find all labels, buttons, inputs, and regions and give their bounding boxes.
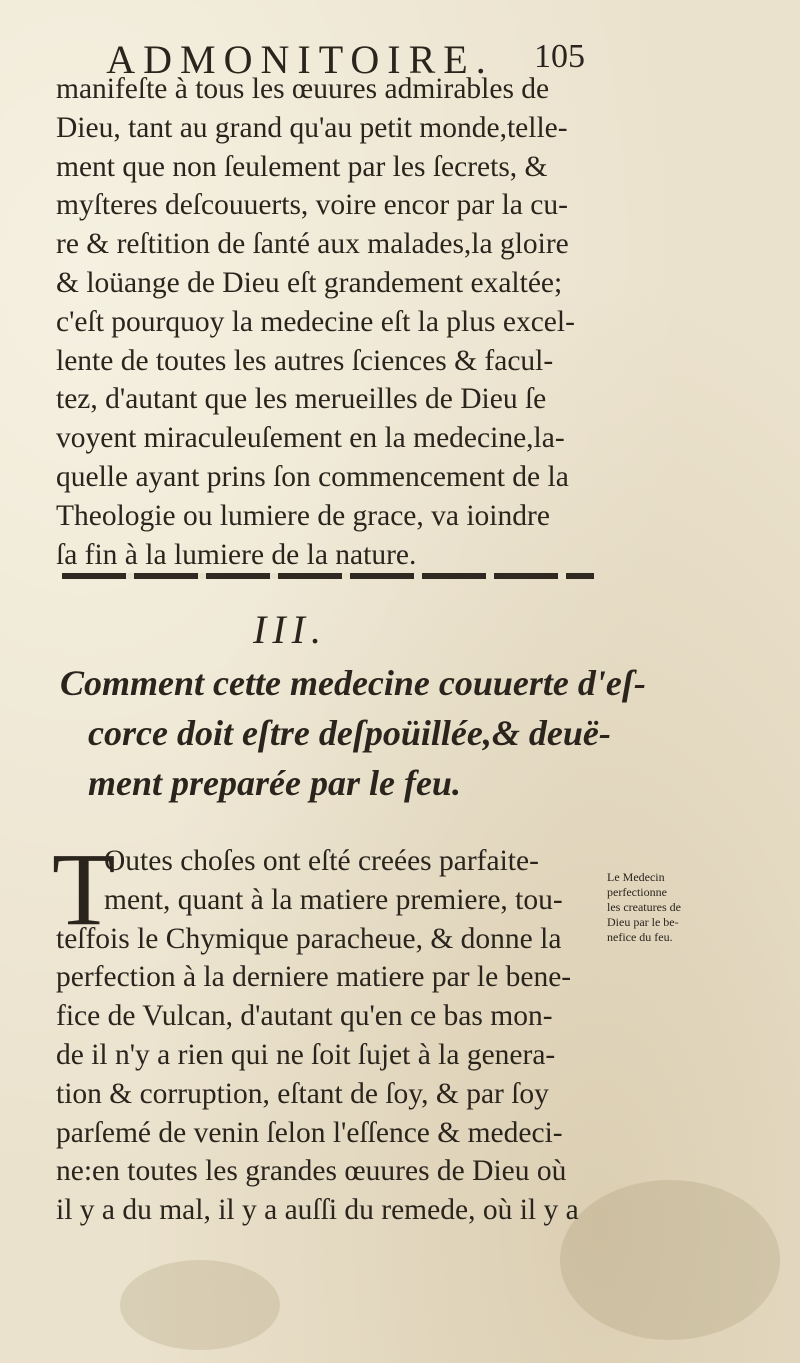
text-line: Outes choſes ont eſté creées parfaite- — [104, 845, 539, 877]
text-line: tion & corruption, eſtant de ſoy, & par ſoy — [56, 1077, 549, 1110]
text-line: c'eſt pourquoy la medecine eſt la plus excel- — [56, 305, 575, 338]
running-title: ADMONITOIRE. — [106, 37, 494, 82]
ornamental-divider — [62, 573, 594, 579]
text-line: tez, d'autant que les merueilles de Dieu ſe — [56, 383, 547, 416]
text-line: voyent miraculeuſement en la medecine,la- — [56, 422, 565, 455]
margin-note-line: perfectionne — [607, 885, 667, 899]
text-line: manifeſte à tous les œuures admirables de — [56, 73, 550, 105]
text-line: ſa fin à la lumiere de la nature. — [56, 538, 417, 571]
text-line: parſemé de venin ſelon l'eſſence & medeci- — [56, 1116, 563, 1149]
text-line: fice de Vulcan, d'autant qu'en ce bas mon- — [56, 1000, 553, 1033]
text-line: teſfois le Chymique paracheue, & donne la — [56, 922, 562, 955]
text-line: de il n'y a rien qui ne ſoit ſujet à la genera- — [56, 1038, 556, 1071]
text-line: ment, quant à la matiere premiere, tou- — [104, 883, 563, 916]
heading-line: Comment cette medecine couuerte d'eſ- — [60, 663, 646, 703]
page-number: 105 — [534, 38, 585, 75]
text-line: ment que non ſeulement par les ſecrets, & — [56, 150, 548, 183]
section-heading — [60, 658, 646, 808]
text-line: & loüange de Dieu eſt grandement exaltée; — [56, 266, 563, 299]
margin-note — [607, 870, 717, 945]
section-number: III. — [253, 607, 327, 652]
margin-note-line: les creatures de — [607, 900, 681, 914]
text-line: il y a du mal, il y a auſſi du remede, où il y a — [56, 1194, 579, 1227]
paper-stain — [120, 1260, 280, 1350]
text-line: Theologie ou lumiere de grace, va ioindre — [56, 499, 550, 532]
text-line: perfection à la derniere matiere par le bene- — [56, 961, 572, 994]
paragraph-continuation — [56, 70, 596, 574]
margin-note-line: Le Medecin — [607, 870, 665, 884]
text-line: lente de toutes les autres ſciences & facul- — [56, 344, 554, 377]
drop-cap: T — [52, 832, 116, 947]
heading-line: corce doit eſtre deſpoüillée,& deuë- — [88, 713, 611, 753]
margin-note-line: nefice du feu. — [607, 930, 673, 944]
text-line: ne:en toutes les grandes œuures de Dieu où — [56, 1155, 567, 1188]
text-line: Dieu, tant au grand qu'au petit monde,telle- — [56, 111, 568, 144]
text-line: myſteres deſcouuerts, voire encor par la cu- — [56, 189, 568, 222]
text-line: re & reſtition de ſanté aux malades,la gloire — [56, 228, 569, 261]
margin-note-line: Dieu par le be- — [607, 915, 679, 929]
section-paragraph — [56, 842, 596, 1230]
text-line: quelle ayant prins ſon commencement de la — [56, 460, 569, 493]
heading-line: ment preparée par le feu. — [88, 763, 461, 803]
